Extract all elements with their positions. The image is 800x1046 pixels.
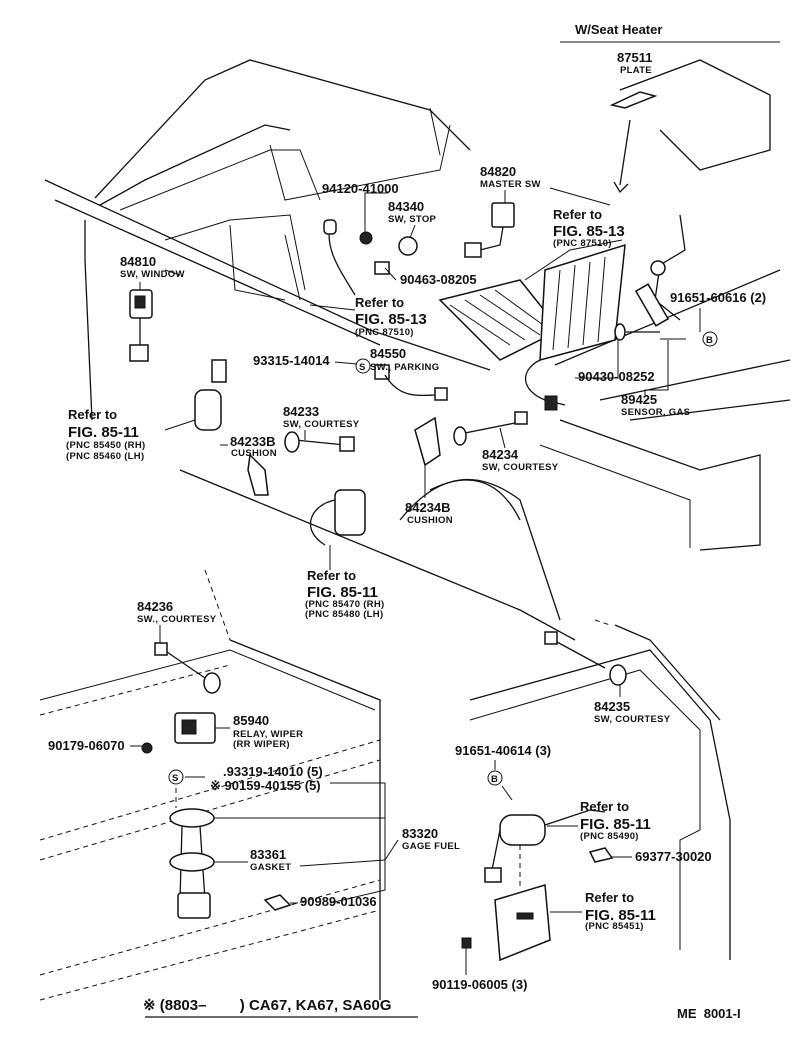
bolt-marker-lower <box>488 771 502 785</box>
part-number: 84234B <box>405 500 451 515</box>
part-number: .93319-14010 (5) <box>223 764 323 779</box>
part-name: RELAY, WIPER <box>233 729 304 740</box>
part-name: GAGE FUEL <box>402 841 461 852</box>
reference-fig-85-11-rear-door <box>305 568 384 620</box>
part-number: 83361 <box>250 847 287 862</box>
part-number: 90119-06005 (3) <box>432 977 528 992</box>
figure-ref: FIG. 85-11 <box>307 584 378 601</box>
part-number: 90989-01036 <box>300 894 377 909</box>
part-number: ※ 90159-40155 (5) <box>210 778 321 793</box>
part-number: 84233 <box>283 404 320 419</box>
figure-ref: FIG. 85-13 <box>553 223 625 240</box>
refer-text: Refer to <box>553 207 603 222</box>
refer-text: Refer to <box>68 407 118 422</box>
refer-text: Refer to <box>307 568 357 583</box>
part-name: SW, WINDOW <box>120 269 185 280</box>
part-number: 90430-08252 <box>578 369 655 384</box>
part-name: PLATE <box>620 65 652 76</box>
reference-fig-85-11-back-door <box>580 799 651 842</box>
part-number: 85940 <box>233 713 270 728</box>
reference-fig-85-13-lower <box>355 295 427 338</box>
part-name: (RR WIPER) <box>233 739 290 750</box>
part-name: GASKET <box>250 862 292 873</box>
part-name: MASTER SW <box>480 179 541 190</box>
part-number: 87511 <box>617 50 653 65</box>
marker-letter: S <box>359 362 366 373</box>
reference-fig-85-13-upper <box>553 207 625 249</box>
part-number: 90463-08205 <box>400 272 477 287</box>
part-number: 84820 <box>480 164 517 179</box>
pnc-ref: (PNC 85460 (LH) <box>66 451 145 462</box>
figure-ref: FIG. 85-11 <box>585 907 656 924</box>
diagram-code: ME 8001-I <box>677 1006 741 1021</box>
marker-letter: B <box>706 335 714 346</box>
pnc-ref: (PNC 87510) <box>355 327 414 338</box>
part-number: 93315-14014 <box>253 353 330 368</box>
part-name: SW., COURTESY <box>137 614 217 625</box>
part-name: SW, COURTESY <box>594 714 671 725</box>
refer-text: Refer to <box>355 295 405 310</box>
part-name: SW., PARKING <box>370 362 440 373</box>
part-number: 84233B <box>230 434 276 449</box>
refer-text: Refer to <box>585 890 635 905</box>
part-name: CUSHION <box>407 515 453 526</box>
reference-fig-85-11-front-door <box>66 407 145 462</box>
part-number: 91651-40614 (3) <box>455 743 552 758</box>
reference-fig-85-11-lock <box>585 890 656 932</box>
refer-text: Refer to <box>580 799 630 814</box>
pnc-ref: (PNC 87510) <box>553 238 612 249</box>
marker-letter: B <box>491 774 499 785</box>
applicability-note: ※ (8803– ) CA67, KA67, SA60G <box>143 997 392 1014</box>
seat-heater-element <box>440 245 625 410</box>
part-number: 90179-06070 <box>48 738 125 753</box>
screw-marker-upper <box>356 359 370 373</box>
part-number: 83320 <box>402 826 439 841</box>
part-name: SW, COURTESY <box>482 462 559 473</box>
part-name: SW, STOP <box>388 214 437 225</box>
part-number: 94120-41000 <box>322 181 399 196</box>
pnc-ref: (PNC 85490) <box>580 831 639 842</box>
part-number: 89425 <box>621 392 658 407</box>
part-number: 84234 <box>482 447 519 462</box>
part-number: 69377-30020 <box>635 849 712 864</box>
part-number: 84550 <box>370 346 407 361</box>
figure-ref: FIG. 85-11 <box>68 424 139 441</box>
part-number: 84235 <box>594 699 631 714</box>
bolt-marker-upper <box>703 332 717 346</box>
figure-ref: FIG. 85-11 <box>580 816 651 833</box>
pnc-ref: (PNC 85450 (RH) <box>66 440 146 451</box>
part-number: 84236 <box>137 599 174 614</box>
part-name: SENSOR, GAS <box>621 407 691 418</box>
screw-marker-lower <box>169 770 183 784</box>
part-number: 91651-60616 (2) <box>670 290 767 305</box>
part-number: 84810 <box>120 254 157 269</box>
part-name: SW, COURTESY <box>283 419 360 430</box>
part-number: 84340 <box>388 199 425 214</box>
part-name: CUSHION <box>231 448 277 459</box>
pnc-ref: (PNC 85470 (RH) <box>305 599 385 610</box>
pnc-ref: (PNC 85480 (LH) <box>305 609 384 620</box>
variant-heading: W/Seat Heater <box>575 22 663 37</box>
pnc-ref: (PNC 85451) <box>585 921 644 932</box>
marker-letter: S <box>172 773 179 784</box>
figure-ref: FIG. 85-13 <box>355 311 427 328</box>
